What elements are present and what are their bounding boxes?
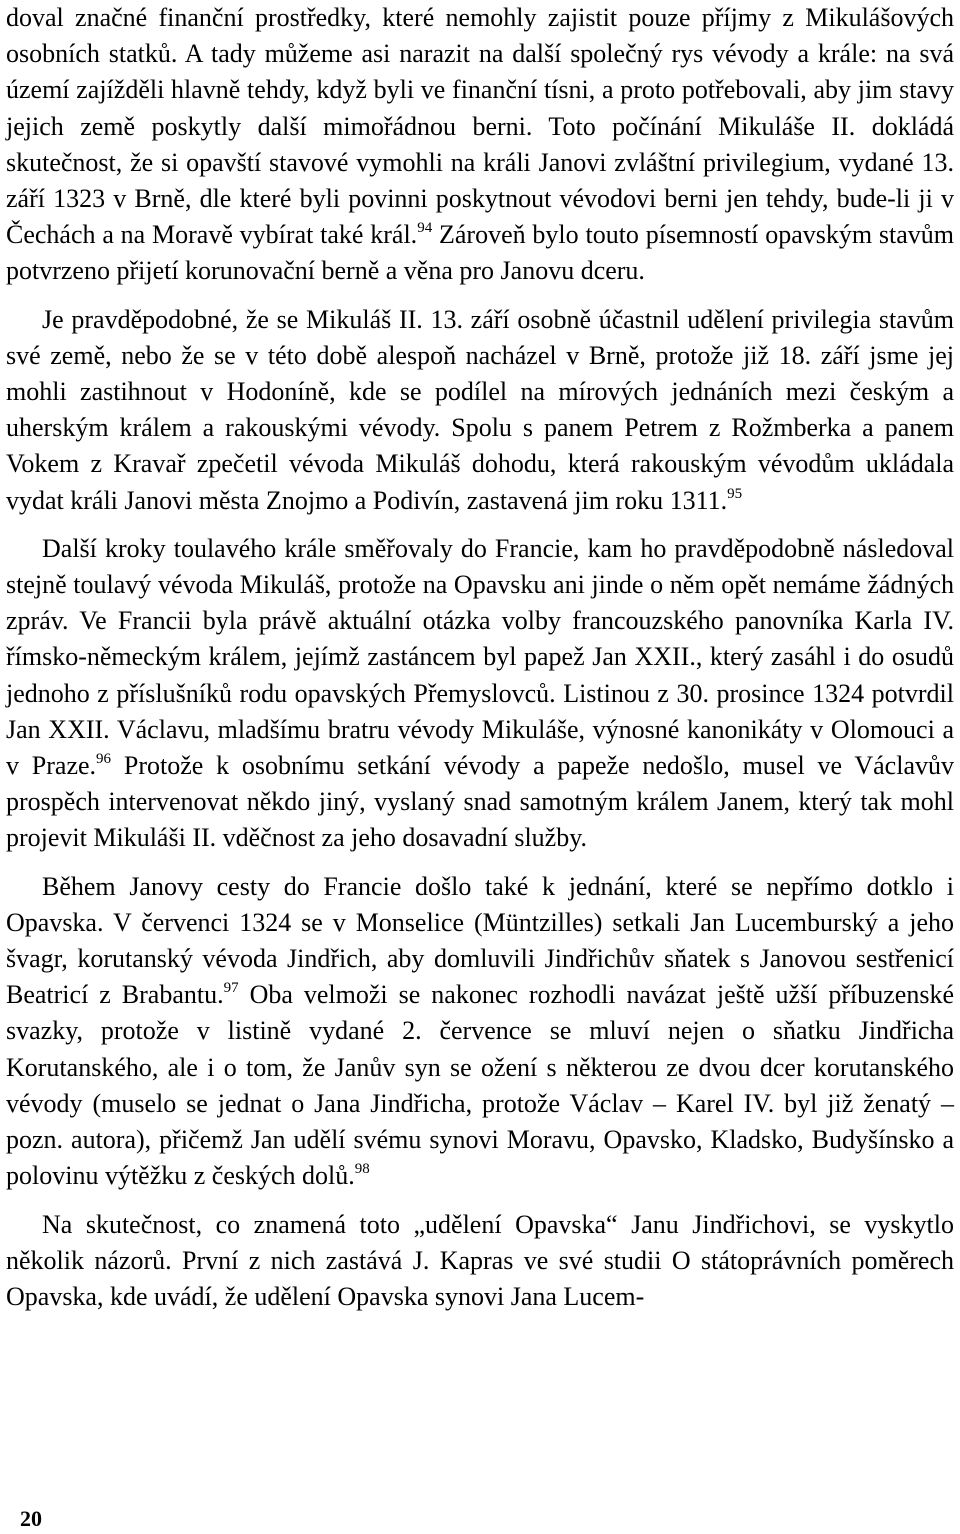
paragraph-text: doval značné finanční prostředky, které nemohly zajistit pouze příjmy z Mikulášových osobních statků. A tady můžeme asi narazit na další společný rys vévody a krále: na svá území zajížděli hlavně tehdy, když byli ve finanční tísni, a proto potřebovali, aby jim stavy jejich země poskytly další mimořádnou berni. Toto počínání Mikuláše II. dokládá skutečnost, že si opavští stavové vymohli na králi Janovi zvláštní privilegium, vydané 13. září 1323 v Brně, dle které byli povinni poskytnout vévodovi berni jen tehdy, bude-li ji v Čechách a na Moravě vybírat také král.	[6, 3, 954, 250]
paragraph-text: Je pravděpodobné, že se Mikuláš II. 13. září osobně účastnil udělení privilegia stavům své země, nebo že se v této době alespoň nacházel v Brně, protože již 18. září jsme jej mohli zastihnout v Hodoníně, kde se podílel na mírových jednáních mezi českým a uherským králem a rakouskými vévody. Spolu s panem Petrem z Rožmberka a panem Vokem z Kravař zpečetil vévoda Mikuláš dohodu, která rakouským vévodům ukládala vydat králi Janovi města Znojmo a Podivín, zastavená jim roku 1311.	[6, 304, 954, 515]
paragraph	[6, 531, 954, 857]
paragraph-text: Během Janovy cesty do Francie došlo také k jednání, které se nepřímo dotklo i Opavska. V červenci 1324 se v Monselice (Müntzilles) setkali Jan Lucemburský a jeho švagr, korutanský vévoda Jindřich, aby domluvili Jindřichův sňatek s Janovou sestřenicí Beatricí z Brabantu.	[6, 871, 954, 1010]
paragraph-text: Protože k osobnímu setkání vévody a papeže nedošlo, musel ve Václavův prospěch intervenovat někdo jiný, vyslaný snad samotným králem Janem, který tak mohl projevit Mikuláši II. vděčnost za jeho dosavadní služby.	[6, 751, 954, 853]
paragraph-text: Další kroky toulavého krále směřovaly do Francie, kam ho pravděpodobně následoval stejně toulavý vévoda Mikuláš, protože na Opavsku ani jinde o něm opět nemáme žádných zpráv. Ve Francii byla právě aktuální otázka volby francouzského panovníka Karla IV. římsko-německým králem, jejímž zastáncem byl papež Jan XXII., který zasáhl i do osudů jednoho z příslušníků rodu opavských Přemyslovců. Listinou z 30. prosince 1324 potvrdil Jan XXII. Václavu, mladšímu bratru vévody Mikuláše, výnosné kanonikáty v Olomouci a v Praze.	[6, 533, 954, 781]
footnote-reference: 95	[727, 485, 743, 502]
paragraph-text: Na skutečnost, co znamená toto „udělení Opavska“ Janu Jindřichovi, se vyskytlo několik názorů. První z nich zastává J. Kapras ve své studii O státoprávních poměrech Opavska, kde uvádí, že udělení Opavska synovi Jana Lucem-	[6, 1209, 954, 1311]
paragraph-text: Oba velmoži se nakonec rozhodli navázat ještě užší příbuzenské svazky, protože v listině vydané 2. července se mluví nejen o sňatku Jindřicha Korutanského, ale i o tom, že Janův syn se ožení s některou ze dvou dcer korutanského vévody (muselo se jednat o Jana Jindřicha, protože Václav – Karel IV. byl již ženatý – pozn. autora), přičemž Jan udělí svému synovi Moravu, Opavsko, Kladsko, Budyšínsko a polovinu výtěžku z českých dolů.	[6, 980, 954, 1191]
document-page	[6, 0, 954, 1534]
paragraph-text: Zároveň bylo touto písemností opavským stavům potvrzeno přijetí korunovační berně a věna pro Janovu dceru.	[6, 220, 955, 286]
footnote-reference: 94	[417, 220, 433, 237]
footnote-reference: 97	[223, 980, 239, 997]
paragraph	[6, 0, 954, 290]
paragraph	[6, 302, 954, 519]
footnote-reference: 98	[354, 1161, 370, 1178]
body-text	[6, 0, 954, 1315]
footnote-reference: 96	[96, 751, 112, 768]
paragraph	[6, 1207, 954, 1316]
paragraph	[6, 869, 954, 1195]
page-number: 20	[20, 1506, 42, 1531]
